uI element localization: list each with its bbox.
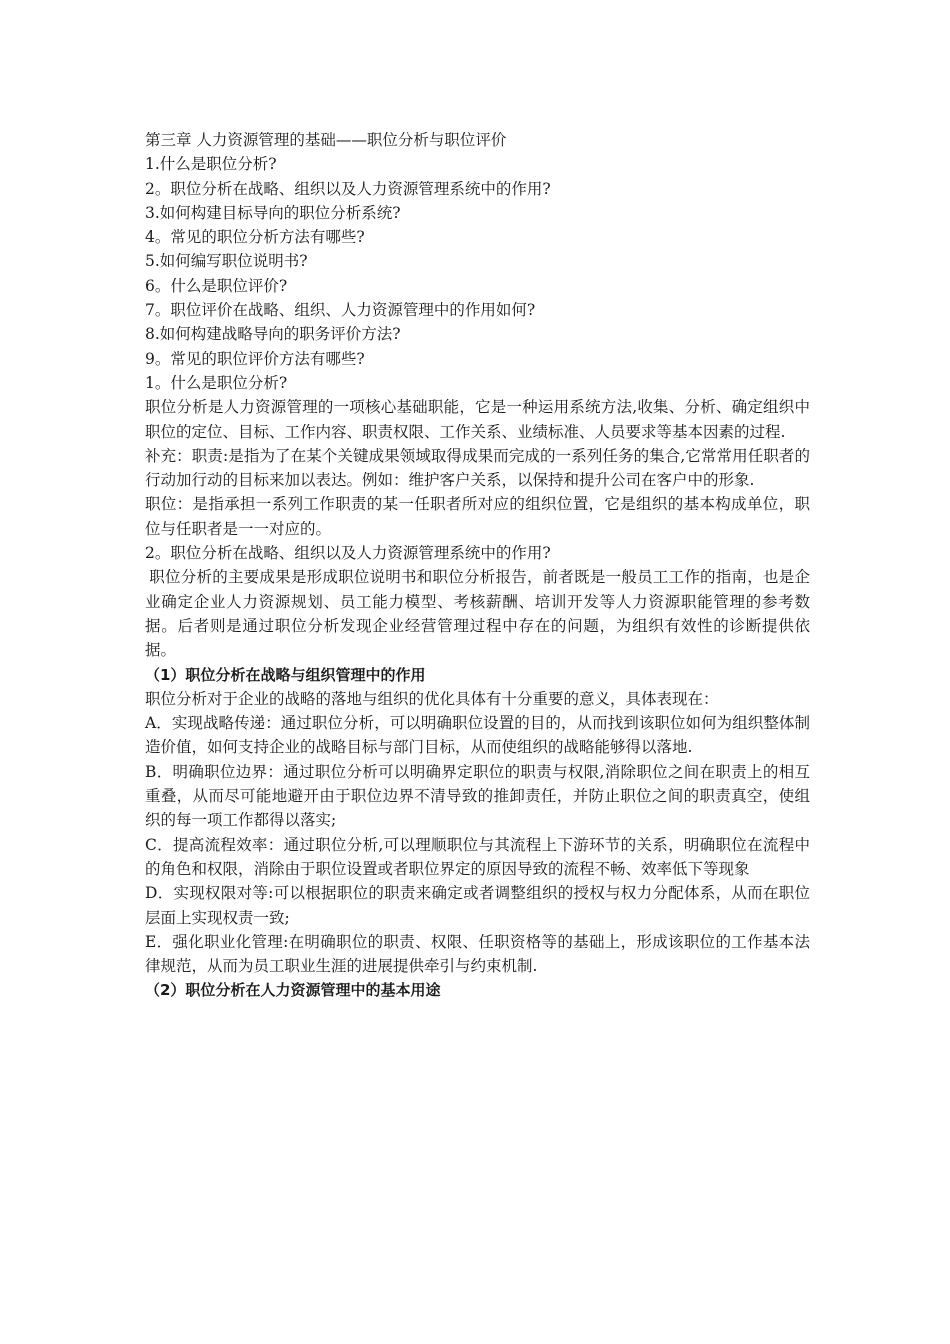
subheading-strategy: （1）职位分析在战略与组织管理中的作用 — [145, 665, 426, 684]
section2-heading: 2。职位分析在战略、组织以及人力资源管理系统中的作用? — [145, 544, 551, 563]
subheading-strategy-intro: 职位分析对于企业的战略的落地与组织的优化具体有十分重要的意义，具体表现在： — [145, 689, 719, 708]
section1-supplement: 补充：职责:是指为了在某个关键成果领域取得成果而完成的一系列任务的集合,它常常用任职者的行动加行动的目标来加以表达。例如：维护客户关系，以保持和提升公司在客户中的形象. — [145, 446, 810, 490]
section1-definition: 职位分析是人力资源管理的一项核心基础职能，它是一种运用系统方法,收集、分析、确定组织中职位的定位、目标、工作内容、职责权限、工作关系、业绩标准、人员要求等基本因素的过程. — [145, 398, 810, 441]
list-item: C．提高流程效率：通过职位分析,可以理顺职位与其流程上下游环节的关系，明确职位在流程中的角色和权限，消除由于职位设置或者职位界定的原因导致的流程不畅、效率低下等现象 — [145, 835, 810, 878]
list-item: D．实现权限对等:可以根据职位的职责来确定或者调整组织的授权与权力分配体系，从而在职位层面上实现权责一致; — [145, 884, 810, 927]
section1-heading: 1。什么是职位分析? — [145, 373, 288, 392]
document-body — [145, 128, 810, 1003]
list-item: E．强化职业化管理:在明确职位的职责、权限、任职资格等的基础上，形成该职位的工作基本法律规范，从而为员工职业生涯的进展提供牵引与约束机制. — [145, 932, 810, 976]
section1-position: 职位：是指承担一系列工作职责的某一任职者所对应的组织位置，它是组织的基本构成单位，职位与任职者是一一对应的。 — [145, 495, 810, 538]
question-item: 1.什么是职位分析? — [145, 155, 277, 174]
section2-intro-text: 职位分析的主要成果是形成职位说明书和职位分析报告，前者既是一般员工工作的指南，也是企业确定企业人力资源规划、员工能力模型、考核薪酬、培训开发等人力资源职能管理的参考数据。后者则是通过职位分析发现企业经营管理过程中存在的问题，为组织有效性的诊断提供依据。 — [145, 568, 810, 660]
question-item: 5.如何编写职位说明书? — [145, 252, 308, 271]
subheading-hr: （2）职位分析在人力资源管理中的基本用途 — [145, 981, 441, 1000]
section2-intro — [145, 565, 810, 662]
question-item: 9。常见的职位评价方法有哪些? — [145, 349, 365, 368]
question-item: 3.如何构建目标导向的职位分析系统? — [145, 203, 401, 222]
list-item: A．实现战略传递：通过职位分析，可以明确职位设置的目的，从而找到该职位如何为组织整体制造价值，如何支持企业的战略目标与部门目标，从而使组织的战略能够得以落地. — [145, 714, 810, 757]
chapter-title: 第三章 人力资源管理的基础——职位分析与职位评价 — [145, 131, 507, 149]
question-item: 2。职位分析在战略、组织以及人力资源管理系统中的作用? — [145, 179, 551, 198]
question-item: 7。职位评价在战略、组织、人力资源管理中的作用如何? — [145, 301, 536, 320]
list-item: B．明确职位边界：通过职位分析可以明确界定职位的职责与权限,消除职位之间在职责上的相互重叠，从而尽可能地避开由于职位边界不清导致的推卸责任，并防止职位之间的职责真空，使组织的每一项工作都得以落实; — [145, 762, 810, 830]
question-item: 8.如何构建战略导向的职务评价方法? — [145, 325, 401, 344]
question-item: 6。什么是职位评价? — [145, 276, 288, 295]
question-item: 4。常见的职位分析方法有哪些? — [145, 228, 365, 247]
